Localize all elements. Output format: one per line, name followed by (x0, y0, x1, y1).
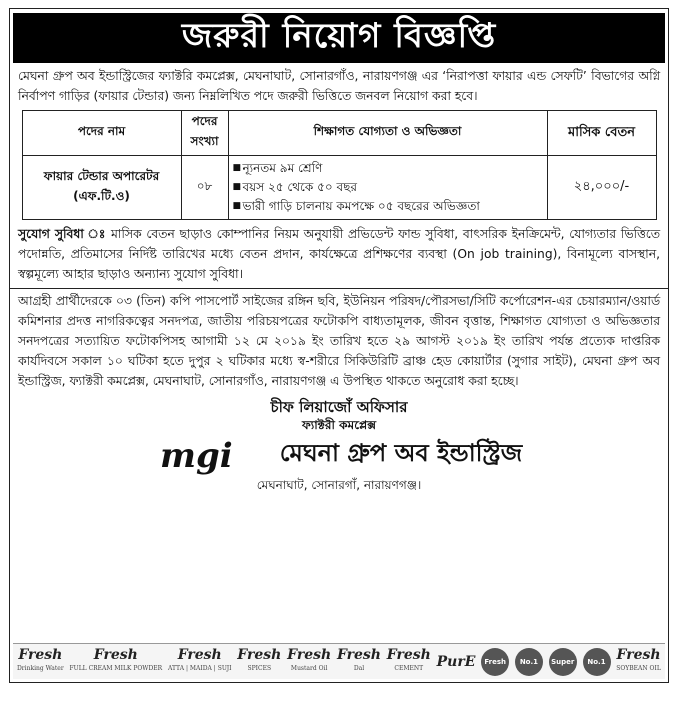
benefits-text: মাসিক বেতন ছাড়াও কোম্পানির নিয়ম অনুযায়ী প্রভিডেন্ট ফান্ড সুবিধা, বাৎসরিক ইনক্রিমেন্ট, যোগ্যতার ভিত্তিতে পদোন্নতি, প্রতিমাসের নির্দিষ্ট তারিখের মধ্যে বেতন প্রদান, কার্যক্ষেত্রে প্রশিক্ষণের ব্যবস্থা (On job training), বিনামূল্যে বাসস্থান, স্বল্পমূল্যে আহার ছাড়াও অন্যান্য সুযোগ সুবিধা। (18, 227, 660, 281)
signatory-subtitle: ফ্যাক্টরী কমপ্লেক্স (301, 418, 377, 432)
headline-banner (13, 13, 665, 63)
company-row (10, 435, 668, 475)
header-salary: মাসিক বেতন (547, 111, 656, 156)
header-post: পদের নাম (22, 111, 181, 156)
vacancy-table (22, 110, 657, 220)
signatory-title: চীফ লিয়াজোঁ অফিসার (270, 398, 408, 416)
signature-block (10, 397, 668, 497)
qualification-list (233, 159, 543, 216)
instructions-paragraph: আগ্রহী প্রার্থীদেরকে ০৩ (তিন) কপি পাসপোর্ট সাইজের রঙ্গিন ছবি, ইউনিয়ন পরিষদ/পৌরসভা/সিটি কর্পোরেশন-এর চেয়ারম্যান/ওয়ার্ড কমিশনার প্রদত্ত নাগরিকত্বের সনদপত্র, জাতীয় পরিচয়পত্রের ফটোকপি বাধ্যতামূলক, জীবন বৃত্তান্ত, শিক্ষাগত যোগ্যতা ও অভিজ্ঞতার সনদপত্রের সত্যায়িত ফটোকপিসহ আগামী ১২ মে ২০১৯ ইং তারিখ হতে ২৯ আগস্ট ২০১৯ ইং তারিখ পর্যন্ত প্রত্যেক দাপ্তরিক কার্যদিবসে সকাল ১০ ঘটিকা হতে দুপুর ২ ঘটিকার মধ্যে স্ব-শরীরে সিকিউরিটি ব্রাঞ্চ হেড কোয়ার্টার (সুগার সাইট), মেঘনা গ্রুপ অব ইন্ডাস্ট্রিজ, ফ্যাক্টরী কমপ্লেক্স, মেঘনাঘাট, সোনারগাঁও, নারায়ণগঞ্জ এ উপস্থিত থাকতে অনুরোধ করা হচ্ছে। (18, 294, 660, 388)
svg-text:mgi: mgi (159, 436, 233, 475)
list-item (233, 197, 543, 216)
bullet-icon: ■ (232, 182, 242, 192)
brand-badge-icon: No.1 (583, 648, 611, 676)
brand-logo: Fresh Mustard Oil (287, 646, 332, 672)
mgi-logo-icon (156, 435, 276, 475)
brand-logo: Fresh ATTA | MAIDA | SUJI (167, 646, 232, 672)
brand-logo: Fresh CEMENT (386, 646, 431, 672)
brand-badge-icon: Fresh (481, 648, 509, 676)
job-circular (9, 8, 669, 683)
intro-paragraph: মেঘনা গ্রুপ অব ইন্ডাস্ট্রিজের ফ্যাক্টরি কমপ্লেক্স, মেঘনাঘাট, সোনারগাঁও, নারায়ণগঞ্জ এর ‘নিরাপত্তা ফায়ার এন্ড সেফটি’ বিভাগের অগ্নি নির্বাপণ গাড়ির (ফায়ার টেন্ডার) জন্য নিম্নলিখিত পদে জরুরী ভিত্তিতে জনবল নিয়োগ করা হবে। (18, 69, 660, 103)
qualification-text: ভারী গাড়ি চালনায় কমপক্ষে ০৫ বছরের অভিজ্ঞতা (242, 199, 480, 213)
cell-post: ফায়ার টেন্ডার অপারেটর (এফ.টি.ও) (22, 156, 181, 220)
brand-badge-icon: Super (549, 648, 577, 676)
list-item (233, 178, 543, 197)
cell-salary: ২৪,০০০/- (547, 156, 656, 220)
benefits-lead: সুযোগ সুবিধা ঃ (18, 227, 107, 241)
company-name: মেঘনা গ্রুপ অব ইন্ডাস্ট্রিজ (279, 439, 523, 467)
bullet-icon: ■ (232, 163, 242, 173)
header-qualification: শিক্ষাগত যোগ্যতা ও অভিজ্ঞতা (228, 111, 547, 156)
brand-badge-icon: No.1 (515, 648, 543, 676)
cell-qualification (228, 156, 547, 220)
brand-logo: Fresh SPICES (237, 646, 282, 672)
benefits-paragraph (10, 224, 668, 284)
qualification-text: ন্যূনতম ৯ম শ্রেণি (242, 161, 323, 175)
table-header-row (22, 111, 656, 156)
brand-logo: Fresh Drinking Water (17, 646, 64, 672)
brand-logo: Fresh Dal (336, 646, 381, 672)
list-item (233, 159, 543, 178)
bullet-icon: ■ (232, 201, 242, 211)
table-row (22, 156, 656, 220)
divider (10, 288, 668, 289)
brand-logo: PurE (436, 653, 476, 670)
cell-count: ০৮ (181, 156, 228, 220)
brand-logo: Fresh FULL CREAM MILK POWDER (69, 646, 163, 672)
headline: জরুরী নিয়োগ বিজ্ঞপ্তি (181, 15, 497, 56)
header-count: পদের সংখ্যা (181, 111, 228, 156)
brand-logo: Fresh SOYBEAN OIL (616, 646, 661, 672)
company-address: মেঘনাঘাট, সোনারগাঁ, নারায়ণগঞ্জ। (256, 478, 422, 492)
brand-strip (13, 643, 665, 679)
qualification-text: বয়স ২৫ থেকে ৫০ বছর (242, 180, 358, 194)
